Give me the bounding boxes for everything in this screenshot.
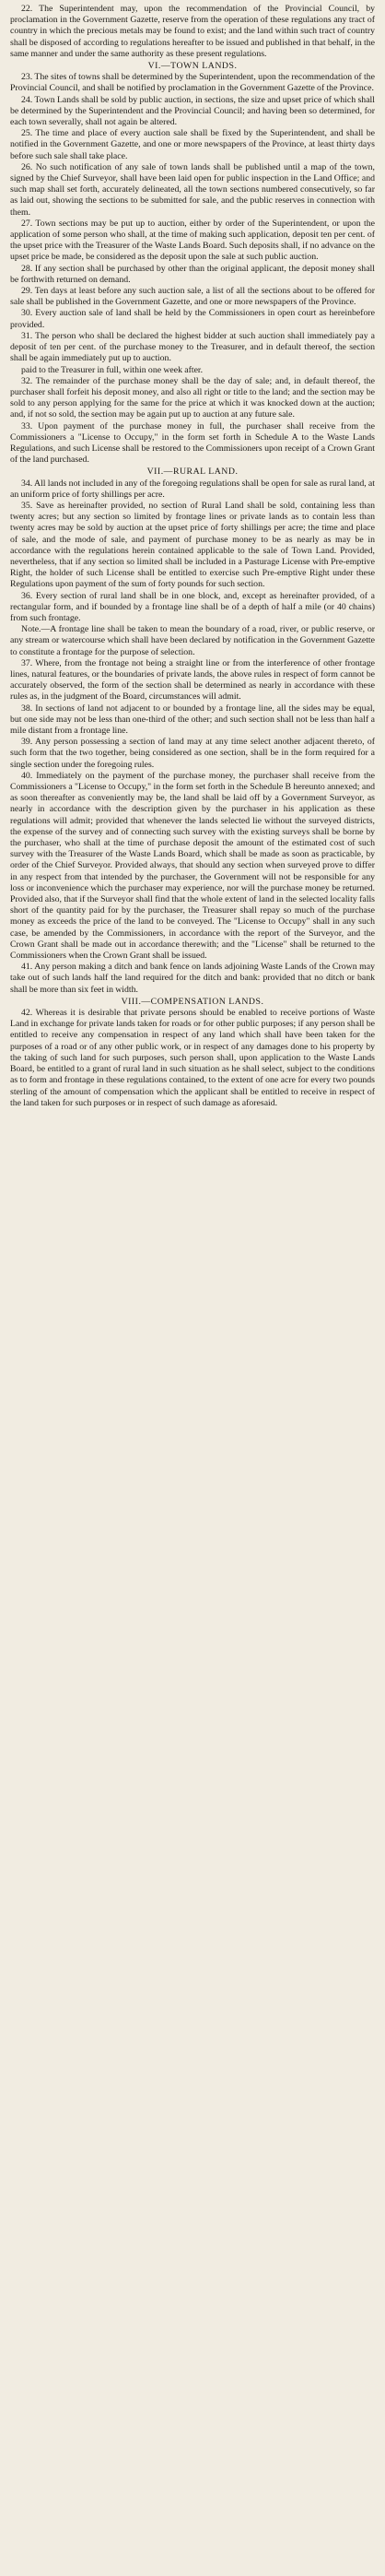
paragraph-28: 28. If any section shall be purchased by other than the original applicant, the deposit money shall be forthwith returned on demand. bbox=[10, 263, 375, 285]
paragraph-29: 29. Ten days at least before any such auction sale, a list of all the sections about to be offered for sale shall be published in the Government Gazette, and one or more newspapers of the Province. bbox=[10, 286, 375, 308]
section-rural-land bbox=[10, 467, 375, 996]
heading-rural-land: VII.—RURAL LAND. bbox=[146, 467, 239, 478]
paragraph-36: 36. Every section of rural land shall be in one block, and, except as hereinafter provided, of a rectangular form, and if bounded by a frontage line shall be of a depth of half a mile (or 40 chains) from such frontage. bbox=[10, 590, 375, 623]
paragraph-27: 27. Town sections may be put up to auction, either by order of the Superintendent, or upon the application of some person who shall, at the time of making such application, deposit ten per cent. of the upset price with the Treasurer of the Waste Lands Board. Such deposits shall, if no advance on the upset price be made, be considered as the deposit upon the sale at such public auction. bbox=[10, 218, 375, 263]
section-compensation-lands bbox=[10, 997, 375, 1109]
paragraph-34: 34. All lands not included in any of the foregoing regulations shall be open for sale as rural land, at an uniform price of forty shillings per acre. bbox=[10, 478, 375, 500]
paragraph-25: 25. The time and place of every auction sale shall be fixed by the Superintendent, and shall be notified in the Government Gazette, and one or more newspapers of the Province, at least thirty days before such sale shall take place. bbox=[10, 128, 375, 161]
paragraph-35: 35. Save as hereinafter provided, no section of Rural Land shall be sold, containing less than twenty acres; but any section so limited by frontage lines or private lands as to contain less than twenty acres may be sold by auction at the upset price of forty shillings per acre; the time and place of sale, and the mode of sale, and payment of purchase money to be as nearly as may be in accordance with the regulations herein contained applicable to the sale of Town Land. Provided, nevertheless, that if any section so limited shall be included in a Pasturage License with Pre-emptive Right, the holder of such License shall be entitled to exercise such Pre-emptive Right under these Regulations upon payment of the sum of forty pounds for such section. bbox=[10, 500, 375, 590]
paragraph-32: 32. The remainder of the purchase money shall be the day of sale; and, in default thereof, the purchaser shall forfeit his deposit money, and also all right or title to the land; and the section may be sold to any person applying for the same for the price at which it was knocked down at the auction; and, if not so sold, the section may be again put up to auction at any future sale. bbox=[10, 375, 375, 420]
paragraph-31: 31. The person who shall be declared the highest bidder at such auction shall immediately pay a deposit of ten per cent. of the purchase money to the Treasurer, and in default thereof, the section shall be again immediately put up to auction. bbox=[10, 330, 375, 364]
heading-town-lands: VI.—TOWN LANDS. bbox=[147, 61, 238, 72]
section-town-lands bbox=[10, 61, 375, 466]
paragraph-30: 30. Every auction sale of land shall be held by the Commissioners in open court as hereinbefore provided. bbox=[10, 308, 375, 330]
frontage-note: Note.—A frontage line shall be taken to mean the boundary of a road, river, or public reserve, or any stream or watercourse which shall have been declared by notification in the Government Gazette to constitute a frontage for the purpose of selection. bbox=[10, 624, 375, 657]
paragraph-40: 40. Immediately on the payment of the purchase money, the purchaser shall receive from the Commissioners a "License to Occupy," in the form set forth in the Schedule B hereunto annexed; and as soon thereafter as conveniently may be, the land shall be laid off by a Government Surveyor, as nearly in accordance with the description given by the purchaser in his application as these regulations will admit; provided that whenever the lands selected lie without the surveyed districts, the expense of the survey and of connecting such survey with the existing surveys shall be borne by the purchaser, who shall at the time of purchase deposit the amount of the estimated cost of such survey with the Treasurer of the Waste Lands Board, which shall be made as soon as practicable, by order of the Chief Surveyor. Provided always, that should any section when surveyed prove to differ in any respect from that intended by the purchaser, the Government will not be responsible for any loss or inconvenience which the purchaser may experience, nor will the purchase money be returned. Provided also, that if the Surveyor shall find that the whole extent of land in the selected locality falls short of the quantity paid for by the purchaser, the Treasurer shall repay so much of the purchase money as exceeds the price of the land to be conveyed. The "License to Occupy" shall in any such case, be amended by the Commissioners, in accordance with the report of the Surveyor, and the Crown Grant shall be made out in accordance therewith; and the "License" shall be returned to the Commissioners when the Crown Grant shall be issued. bbox=[10, 770, 375, 962]
paragraph-39: 39. Any person possessing a section of land may at any time select another adjacent thereto, of such form that the two together, being considered as one section, shall be in the form required for a single section under the foregoing rules. bbox=[10, 737, 375, 770]
section-reserves bbox=[10, 4, 375, 60]
paragraph-38: 38. In sections of land not adjacent to or bounded by a frontage line, all the sides may be equal, but one side may not be less than one-third of the other; and such section shall not be less than half a mile distant from a frontage line. bbox=[10, 703, 375, 736]
paragraph-22: 22. The Superintendent may, upon the recommendation of the Provincial Council, by proclamation in the Government Gazette, reserve from the operation of these regulations any tract of country in which the precious metals may be found to exist; and the land within such tract of country shall be disposed of according to regulations hereafter to be issued and published in that behalf, in the same manner and under the same authority as these present regulations. bbox=[10, 4, 375, 59]
paragraph-42: 42. Whereas it is desirable that private persons should be enabled to receive portions of Waste Land in exchange for private lands taken for roads or for other public purposes; if any person shall be entitled to receive any compensation in respect of any land which shall have been taken for the purposes of a road or of any other public work, or in respect of any damages done to his property by the taking of such land for such purposes, such person shall, upon application to the Waste Lands Board, be entitled to a grant of rural land in such situation as he shall select, subject to the conditions as to form and frontage in these regulations contained, to the extent of one acre for every two pounds sterling of the amount of compensation which the applicant shall be entitled to receive in respect of the land taken for such purposes or in respect of such damage as aforesaid. bbox=[10, 1008, 375, 1108]
heading-compensation-lands: VIII.—COMPENSATION LANDS. bbox=[121, 996, 264, 1007]
paragraph-26: 26. No such notification of any sale of town lands shall be published until a map of the town, signed by the Chief Surveyor, shall have been laid open for public inspection in the Land Office; and such map shall set forth, accurately delineated, all the town sections numbered consecutively, so far as laid out, showing the sections to be submitted for sale, and the public reserves in connection with them. bbox=[10, 161, 375, 218]
misplaced-line: paid to the Treasurer in full, within one week after. bbox=[21, 364, 204, 375]
paragraph-24: 24. Town Lands shall be sold by public auction, in sections, the size and upset price of which shall be determined by the Superintendent and the Provincial Council; and having been so determined, for each town severally, shall not again be altered. bbox=[10, 94, 375, 128]
paragraph-37: 37. Where, from the frontage not being a straight line or from the interference of other frontage lines, natural features, or the boundaries of private lands, the above rules in respect of form cannot be accurately observed, the form of the section shall be determined as nearly in accordance with these rules as, in the judgment of the Board, circumstances will admit. bbox=[10, 657, 375, 703]
paragraph-23: 23. The sites of towns shall be determined by the Superintendent, upon the recommendation of the Provincial Council, and shall be notified by proclamation in the Government Gazette of the Province. bbox=[10, 72, 375, 94]
paragraph-41: 41. Any person making a ditch and bank fence on lands adjoining Waste Lands of the Crown may take out of such lands half the land required for the ditch and bank: provided that no ditch or bank shall be more than six feet in width. bbox=[10, 962, 375, 995]
paragraph-33: 33. Upon payment of the purchase money in full, the purchaser shall receive from the Commissioners a "License to Occupy," in the form set forth in Schedule A to the Waste Lands Regulations, and such License shall be restored to the Commissioners upon receipt of a Crown Grant of the land purchased. bbox=[10, 420, 375, 466]
